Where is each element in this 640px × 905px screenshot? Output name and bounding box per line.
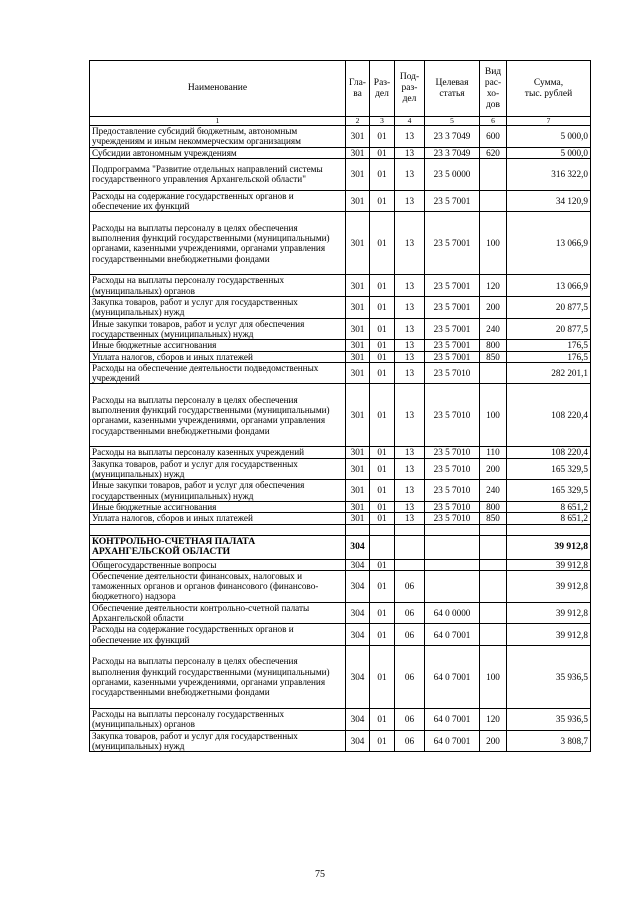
- row-razdel: 01: [370, 513, 395, 524]
- row-glava: 301: [346, 318, 370, 340]
- row-razdel: 01: [370, 147, 395, 158]
- row-podrazdel: 06: [395, 602, 425, 624]
- row-vid: 100: [480, 646, 507, 709]
- table-row: [90, 147, 591, 158]
- row-name: Обеспечение деятельности контрольно-счетной палаты Архангельской области: [90, 602, 346, 624]
- row-sum: [507, 524, 591, 535]
- row-sum: 35 936,5: [507, 646, 591, 709]
- header-summa: Сумма, тыс. рублей: [507, 61, 591, 117]
- table-body: [90, 126, 591, 752]
- table-row: [90, 362, 591, 384]
- row-podrazdel: 06: [395, 730, 425, 752]
- row-name: Иные бюджетные ассигнования: [90, 340, 346, 351]
- header-razdel: Раз- дел: [370, 61, 395, 117]
- row-razdel: 01: [370, 158, 395, 190]
- row-razdel: 01: [370, 340, 395, 351]
- row-sum: 8 651,2: [507, 501, 591, 512]
- row-glava: 304: [346, 535, 370, 559]
- row-sum: 316 322,0: [507, 158, 591, 190]
- row-glava: 301: [346, 384, 370, 447]
- table-row: [90, 384, 591, 447]
- row-podrazdel: 13: [395, 501, 425, 512]
- row-sum: 39 912,8: [507, 535, 591, 559]
- row-razdel: 01: [370, 351, 395, 362]
- row-vid: 240: [480, 318, 507, 340]
- row-vid: [480, 624, 507, 646]
- row-name: Общегосударственные вопросы: [90, 559, 346, 570]
- row-podrazdel: 06: [395, 624, 425, 646]
- row-statya: 64 0 7001: [425, 624, 480, 646]
- col-number: 3: [370, 117, 395, 126]
- row-podrazdel: 13: [395, 458, 425, 480]
- row-vid: 200: [480, 458, 507, 480]
- row-name: Закупка товаров, работ и услуг для государственных (муниципальных) нужд: [90, 458, 346, 480]
- row-razdel: [370, 524, 395, 535]
- row-razdel: 01: [370, 190, 395, 212]
- row-podrazdel: 13: [395, 513, 425, 524]
- header-vid: Вид рас- хо- дов: [480, 61, 507, 117]
- table-row: [90, 513, 591, 524]
- table-row: [90, 458, 591, 480]
- table-row: [90, 602, 591, 624]
- row-sum: 39 912,8: [507, 624, 591, 646]
- row-glava: [346, 524, 370, 535]
- row-name: КОНТРОЛЬНО-СЧЕТНАЯ ПАЛАТА АРХАНГЕЛЬСКОЙ ОБЛАСТИ: [90, 535, 346, 559]
- row-glava: 304: [346, 602, 370, 624]
- row-podrazdel: [395, 559, 425, 570]
- row-statya: 23 5 7010: [425, 447, 480, 458]
- row-statya: 23 5 7010: [425, 362, 480, 384]
- table-row: [90, 709, 591, 731]
- table-row: [90, 646, 591, 709]
- row-name: Расходы на содержание государственных органов и обеспечение их функций: [90, 624, 346, 646]
- row-name: Расходы на выплаты персоналу казенных учреждений: [90, 447, 346, 458]
- table-row: [90, 535, 591, 559]
- row-podrazdel: 13: [395, 340, 425, 351]
- row-vid: [480, 559, 507, 570]
- table-row: [90, 730, 591, 752]
- row-podrazdel: 13: [395, 351, 425, 362]
- table-row: [90, 275, 591, 297]
- column-number-row: [90, 117, 591, 126]
- row-glava: 304: [346, 570, 370, 602]
- row-podrazdel: 13: [395, 212, 425, 275]
- col-number: 6: [480, 117, 507, 126]
- row-name: Иные бюджетные ассигнования: [90, 501, 346, 512]
- row-sum: 176,5: [507, 351, 591, 362]
- row-sum: 108 220,4: [507, 447, 591, 458]
- row-sum: 5 000,0: [507, 126, 591, 148]
- row-sum: 165 329,5: [507, 458, 591, 480]
- row-statya: 23 5 7010: [425, 458, 480, 480]
- row-statya: 23 5 7001: [425, 275, 480, 297]
- row-name: Расходы на выплаты персоналу в целях обеспечения выполнения функций государственными (муниципальными) органами, казенными учреждениями, органами управления государственными внебюджетными фондами: [90, 384, 346, 447]
- row-razdel: 01: [370, 126, 395, 148]
- row-glava: 304: [346, 646, 370, 709]
- table-row: [90, 524, 591, 535]
- col-number: 7: [507, 117, 591, 126]
- row-statya: 64 0 7001: [425, 709, 480, 731]
- row-razdel: 01: [370, 384, 395, 447]
- row-name: Расходы на выплаты персоналу в целях обеспечения выполнения функций государственными (муниципальными) органами, казенными учреждениями, органами управления государственными внебюджетными фондами: [90, 212, 346, 275]
- row-razdel: 01: [370, 458, 395, 480]
- row-podrazdel: 06: [395, 646, 425, 709]
- row-razdel: 01: [370, 318, 395, 340]
- row-razdel: 01: [370, 275, 395, 297]
- row-podrazdel: 13: [395, 384, 425, 447]
- row-podrazdel: 13: [395, 126, 425, 148]
- row-vid: [480, 524, 507, 535]
- row-razdel: 01: [370, 646, 395, 709]
- row-name: Субсидии автономным учреждениям: [90, 147, 346, 158]
- row-vid: 240: [480, 480, 507, 502]
- row-sum: 35 936,5: [507, 709, 591, 731]
- row-glava: 301: [346, 275, 370, 297]
- row-glava: 301: [346, 297, 370, 319]
- row-glava: 301: [346, 501, 370, 512]
- row-podrazdel: 13: [395, 275, 425, 297]
- table-row: [90, 480, 591, 502]
- row-vid: 620: [480, 147, 507, 158]
- row-sum: 20 877,5: [507, 318, 591, 340]
- row-glava: 301: [346, 362, 370, 384]
- table-row: [90, 318, 591, 340]
- row-statya: 23 5 7001: [425, 297, 480, 319]
- row-glava: 304: [346, 709, 370, 731]
- row-statya: [425, 570, 480, 602]
- row-statya: 23 5 7001: [425, 318, 480, 340]
- header-name: Наименование: [90, 61, 346, 117]
- row-vid: 850: [480, 513, 507, 524]
- table-row: [90, 447, 591, 458]
- row-sum: 282 201,1: [507, 362, 591, 384]
- row-vid: [480, 570, 507, 602]
- row-statya: [425, 535, 480, 559]
- table-header-row: [90, 61, 591, 117]
- row-name: Уплата налогов, сборов и иных платежей: [90, 351, 346, 362]
- row-sum: 39 912,8: [507, 602, 591, 624]
- row-vid: [480, 602, 507, 624]
- table-row: [90, 559, 591, 570]
- row-statya: [425, 524, 480, 535]
- row-sum: 108 220,4: [507, 384, 591, 447]
- row-vid: 110: [480, 447, 507, 458]
- row-vid: 100: [480, 384, 507, 447]
- row-razdel: 01: [370, 480, 395, 502]
- row-name: Закупка товаров, работ и услуг для государственных (муниципальных) нужд: [90, 297, 346, 319]
- row-name: Уплата налогов, сборов и иных платежей: [90, 513, 346, 524]
- row-statya: 23 5 7010: [425, 501, 480, 512]
- table-row: [90, 190, 591, 212]
- row-glava: 301: [346, 351, 370, 362]
- col-number: 4: [395, 117, 425, 126]
- table-row: [90, 501, 591, 512]
- row-glava: 301: [346, 513, 370, 524]
- table-row: [90, 126, 591, 148]
- row-name: Подпрограмма "Развитие отдельных направлений системы государственного управления Архангельской области": [90, 158, 346, 190]
- row-statya: 23 3 7049: [425, 147, 480, 158]
- row-vid: [480, 535, 507, 559]
- row-razdel: 01: [370, 212, 395, 275]
- row-name: Закупка товаров, работ и услуг для государственных (муниципальных) нужд: [90, 730, 346, 752]
- row-podrazdel: 06: [395, 570, 425, 602]
- row-statya: 23 5 7010: [425, 384, 480, 447]
- row-razdel: 01: [370, 447, 395, 458]
- row-glava: 301: [346, 447, 370, 458]
- row-vid: 100: [480, 212, 507, 275]
- row-statya: 23 3 7049: [425, 126, 480, 148]
- row-razdel: 01: [370, 709, 395, 731]
- row-sum: 165 329,5: [507, 480, 591, 502]
- row-glava: 301: [346, 190, 370, 212]
- row-podrazdel: 06: [395, 709, 425, 731]
- row-sum: 13 066,9: [507, 212, 591, 275]
- page-number: 75: [315, 869, 325, 880]
- row-vid: 600: [480, 126, 507, 148]
- header-podrazdel: Под- раз- дел: [395, 61, 425, 117]
- row-sum: 8 651,2: [507, 513, 591, 524]
- row-razdel: 01: [370, 362, 395, 384]
- table-row: [90, 351, 591, 362]
- row-sum: 39 912,8: [507, 559, 591, 570]
- row-glava: 301: [346, 340, 370, 351]
- row-razdel: 01: [370, 570, 395, 602]
- col-number: 1: [90, 117, 346, 126]
- row-vid: [480, 362, 507, 384]
- row-name: Предоставление субсидий бюджетным, автономным учреждениям и иным некоммерческим организациям: [90, 126, 346, 148]
- row-sum: 34 120,9: [507, 190, 591, 212]
- row-podrazdel: 13: [395, 158, 425, 190]
- row-podrazdel: 13: [395, 297, 425, 319]
- row-name: Расходы на обеспечение деятельности подведомственных учреждений: [90, 362, 346, 384]
- header-statya: Целевая статья: [425, 61, 480, 117]
- row-statya: 64 0 7001: [425, 646, 480, 709]
- row-glava: 301: [346, 480, 370, 502]
- row-vid: 120: [480, 275, 507, 297]
- row-razdel: 01: [370, 559, 395, 570]
- table-row: [90, 624, 591, 646]
- row-sum: 20 877,5: [507, 297, 591, 319]
- row-name: Обеспечение деятельности финансовых, налоговых и таможенных органов и органов финансового (финансово-бюджетного) надзора: [90, 570, 346, 602]
- row-statya: 23 5 7010: [425, 513, 480, 524]
- row-sum: 176,5: [507, 340, 591, 351]
- row-vid: 200: [480, 730, 507, 752]
- row-razdel: 01: [370, 297, 395, 319]
- row-name: Иные закупки товаров, работ и услуг для обеспечения государственных (муниципальных) нужд: [90, 480, 346, 502]
- row-statya: 64 0 0000: [425, 602, 480, 624]
- row-vid: [480, 158, 507, 190]
- row-razdel: 01: [370, 501, 395, 512]
- row-statya: 23 5 7001: [425, 190, 480, 212]
- row-vid: 120: [480, 709, 507, 731]
- table-row: [90, 570, 591, 602]
- row-vid: 850: [480, 351, 507, 362]
- row-glava: 301: [346, 458, 370, 480]
- row-name: Расходы на содержание государственных органов и обеспечение их функций: [90, 190, 346, 212]
- row-podrazdel: 13: [395, 362, 425, 384]
- row-glava: 301: [346, 126, 370, 148]
- row-glava: 304: [346, 559, 370, 570]
- row-vid: [480, 190, 507, 212]
- col-number: 5: [425, 117, 480, 126]
- row-statya: [425, 559, 480, 570]
- header-glava: Гла- ва: [346, 61, 370, 117]
- row-podrazdel: 13: [395, 190, 425, 212]
- table-row: [90, 340, 591, 351]
- row-razdel: 01: [370, 730, 395, 752]
- row-statya: 64 0 7001: [425, 730, 480, 752]
- row-name: Расходы на выплаты персоналу государственных (муниципальных) органов: [90, 275, 346, 297]
- row-podrazdel: 13: [395, 318, 425, 340]
- row-glava: 304: [346, 730, 370, 752]
- row-podrazdel: [395, 535, 425, 559]
- row-sum: 39 912,8: [507, 570, 591, 602]
- row-podrazdel: 13: [395, 480, 425, 502]
- row-sum: 13 066,9: [507, 275, 591, 297]
- row-name: Иные закупки товаров, работ и услуг для обеспечения государственных (муниципальных) нужд: [90, 318, 346, 340]
- row-sum: 3 808,7: [507, 730, 591, 752]
- table-row: [90, 297, 591, 319]
- row-glava: 301: [346, 158, 370, 190]
- budget-table: [89, 60, 591, 752]
- row-name: [90, 524, 346, 535]
- table-row: [90, 212, 591, 275]
- row-vid: 800: [480, 501, 507, 512]
- row-statya: 23 5 7001: [425, 351, 480, 362]
- row-statya: 23 5 7001: [425, 212, 480, 275]
- row-podrazdel: 13: [395, 447, 425, 458]
- row-glava: 301: [346, 147, 370, 158]
- row-razdel: 01: [370, 602, 395, 624]
- row-sum: 5 000,0: [507, 147, 591, 158]
- row-glava: 301: [346, 212, 370, 275]
- row-razdel: [370, 535, 395, 559]
- col-number: 2: [346, 117, 370, 126]
- row-glava: 304: [346, 624, 370, 646]
- row-podrazdel: [395, 524, 425, 535]
- row-razdel: 01: [370, 624, 395, 646]
- row-statya: 23 5 7010: [425, 480, 480, 502]
- row-name: Расходы на выплаты персоналу в целях обеспечения выполнения функций государственными (муниципальными) органами, казенными учреждениями, органами управления государственными внебюджетными фондами: [90, 646, 346, 709]
- row-vid: 200: [480, 297, 507, 319]
- row-vid: 800: [480, 340, 507, 351]
- row-name: Расходы на выплаты персоналу государственных (муниципальных) органов: [90, 709, 346, 731]
- table-row: [90, 158, 591, 190]
- row-podrazdel: 13: [395, 147, 425, 158]
- row-statya: 23 5 7001: [425, 340, 480, 351]
- row-statya: 23 5 0000: [425, 158, 480, 190]
